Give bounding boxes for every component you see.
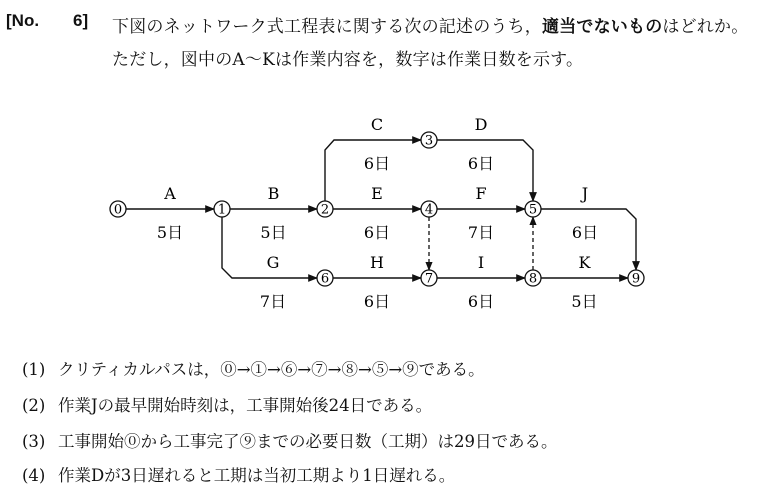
option-4-number: (4) xyxy=(22,466,46,485)
node-label-1: 1 xyxy=(217,202,227,218)
activity-label-b: B xyxy=(267,184,280,203)
duration-label-h: 6日 xyxy=(363,292,391,311)
question-line1-b: はどれか。 xyxy=(662,17,749,37)
option-1-number: (1) xyxy=(22,360,46,379)
option-2-number: (2) xyxy=(22,396,46,415)
question-line1-emphasis: 適当でないもの xyxy=(542,17,663,37)
option-1 xyxy=(22,356,485,380)
question-number-label: [No. xyxy=(6,11,40,30)
option-4 xyxy=(22,462,455,486)
activity-label-h: H xyxy=(370,253,384,272)
option-4-text: 作業Dが3日遅れると工期は当初工期より1日遅れる。 xyxy=(58,466,456,485)
node-label-5: 5 xyxy=(528,202,538,218)
duration-label-i: 6日 xyxy=(467,292,495,311)
option-3-text: 工事開始⓪から工事完了⑨までの必要日数（工期）は29日である。 xyxy=(58,432,558,451)
node-label-7: 7 xyxy=(424,271,434,287)
activity-label-a: A xyxy=(164,184,176,203)
node-label-9: 9 xyxy=(631,271,641,287)
duration-label-c: 6日 xyxy=(363,154,391,173)
option-3 xyxy=(22,428,558,452)
duration-label-f: 7日 xyxy=(467,223,495,242)
option-2 xyxy=(22,392,432,416)
node-label-3: 3 xyxy=(424,133,434,149)
question-text-line2: ただし，図中のA～Kは作業内容を，数字は作業日数を示す。 xyxy=(112,50,584,70)
activity-label-c: C xyxy=(370,115,384,134)
activity-label-j: J xyxy=(581,184,589,203)
duration-label-j: 6日 xyxy=(571,223,599,242)
activity-label-e: E xyxy=(371,184,383,203)
duration-label-d: 6日 xyxy=(467,154,495,173)
node-label-6: 6 xyxy=(320,271,330,287)
question-number-value: 6] xyxy=(73,11,89,30)
duration-label-k: 5日 xyxy=(571,292,598,311)
activity-label-i: I xyxy=(477,253,485,272)
option-3-number: (3) xyxy=(22,432,46,451)
duration-label-b: 5日 xyxy=(260,223,287,242)
option-2-text: 作業Jの最早開始時刻は，工事開始後24日である。 xyxy=(58,396,433,415)
node-label-2: 2 xyxy=(320,202,330,218)
question-line1-a: 下図のネットワーク式工程表に関する次の記述のうち， xyxy=(112,17,542,37)
activity-label-f: F xyxy=(475,184,487,203)
option-1-text: クリティカルパスは，⓪→①→⑥→⑦→⑧→⑤→⑨である。 xyxy=(58,360,485,379)
duration-label-e: 6日 xyxy=(363,223,391,242)
node-label-0: 0 xyxy=(113,202,123,218)
duration-label-a: 5日 xyxy=(156,223,184,242)
activity-label-k: K xyxy=(578,253,591,272)
activity-label-d: D xyxy=(474,115,488,134)
node-label-4: 4 xyxy=(424,202,434,218)
node-label-8: 8 xyxy=(528,271,538,287)
activity-label-g: G xyxy=(266,253,280,272)
duration-label-g: 7日 xyxy=(259,292,287,311)
